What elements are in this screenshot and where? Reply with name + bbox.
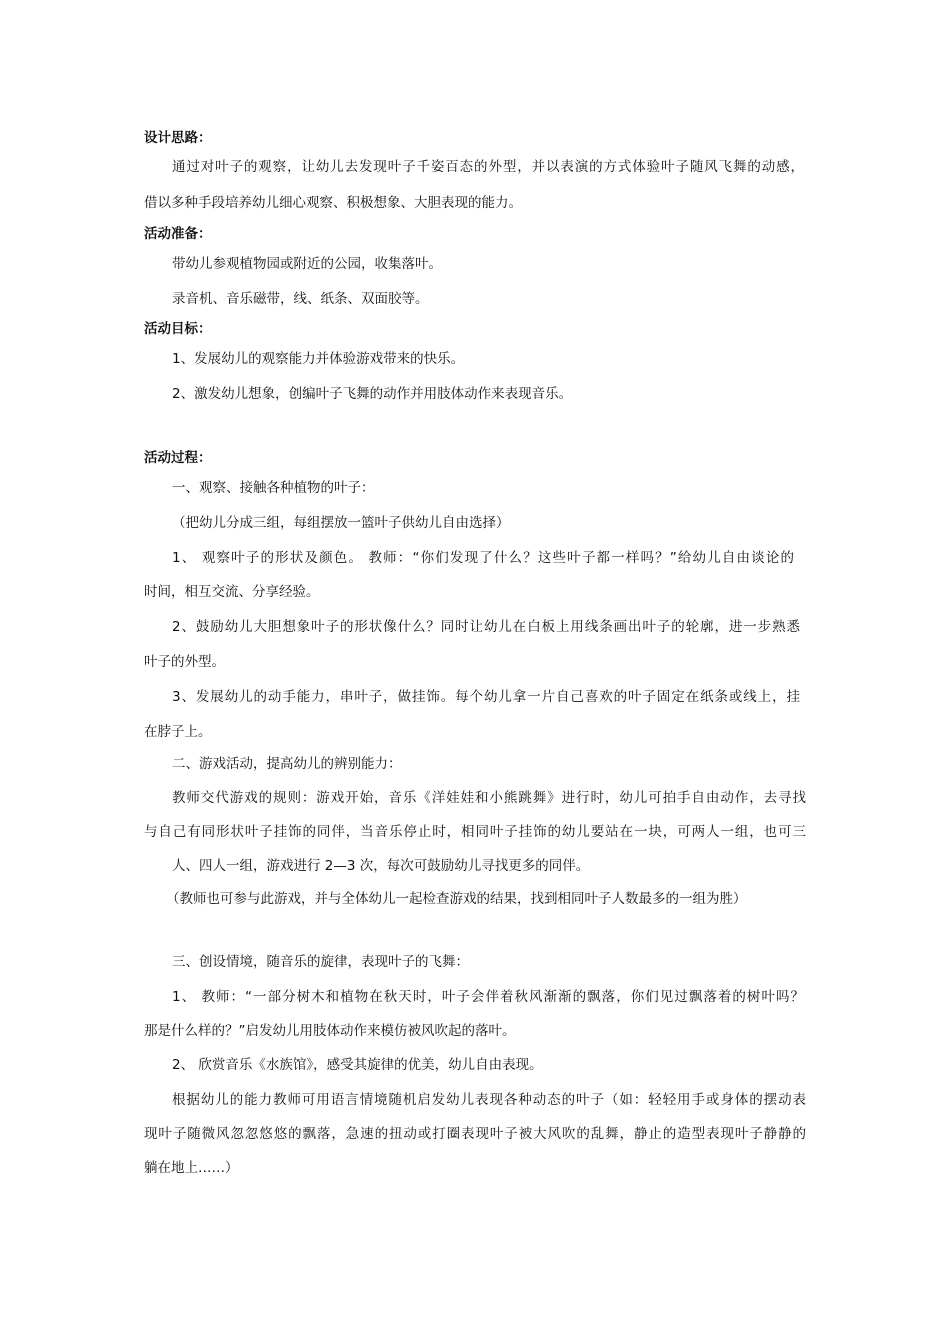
design-heading: 设计思路：: [144, 130, 212, 146]
rules-line: 与自己有同形状叶子挂饰的同伴，当音乐停止时，相同叶子挂饰的幼儿要站在一块，可两人一组，也可三: [144, 824, 806, 840]
section-title: 三、创设情境，随音乐的旋律，表现叶子的飞舞：: [172, 954, 469, 970]
rules-line: 教师交代游戏的规则：游戏开始，音乐《洋娃娃和小熊跳舞》进行时，幼儿可拍手自由动作，去寻找: [172, 790, 806, 806]
prep-item: 录音机、音乐磁带，线、纸条、双面胶等。: [172, 291, 429, 307]
paragraph-line: 躺在地上……）: [144, 1160, 239, 1176]
section-note: （教师也可参与此游戏，并与全体幼儿一起检查游戏的结果，找到相同叶子人数最多的一组为胜）: [166, 891, 747, 907]
step-line: 时间，相互交流、分享经验。: [144, 584, 320, 600]
prep-item: 带幼儿参观植物园或附近的公园，收集落叶。: [172, 256, 442, 272]
goal-heading: 活动目标：: [144, 321, 212, 337]
prep-heading: 活动准备：: [144, 226, 212, 242]
step-line: 1、 观察叶子的形状及颜色。 教师：“你们发现了什么？这些叶子都一样吗？”给幼儿自由谈论的: [172, 550, 794, 566]
process-heading: 活动过程：: [144, 450, 212, 466]
step-line: 2、鼓励幼儿大胆想象叶子的形状像什么？同时让幼儿在白板上用线条画出叶子的轮廓，进一步熟悉: [172, 619, 800, 635]
design-paragraph-line: 借以多种手段培养幼儿细心观察、积极想象、大胆表现的能力。: [144, 195, 522, 211]
paragraph-line: 根据幼儿的能力教师可用语言情境随机启发幼儿表现各种动态的叶子（如：轻轻用手或身体的摆动表: [172, 1092, 806, 1108]
step-line: 1、 教师：“一部分树木和植物在秋天时，叶子会伴着秋风渐渐的飘落，你们见过飘落着的树叶吗？: [172, 989, 804, 1005]
section-title: 一、观察、接触各种植物的叶子：: [172, 480, 375, 496]
paragraph-line: 现叶子随微风忽忽悠悠的飘落，急速的扭动或打圈表现叶子被大风吹的乱舞，静止的造型表现叶子静静的: [144, 1126, 806, 1142]
step-line: 那是什么样的？”启发幼儿用肢体动作来模仿被风吹起的落叶。: [144, 1023, 516, 1039]
design-paragraph-line: 通过对叶子的观察，让幼儿去发现叶子千姿百态的外型，并以表演的方式体验叶子随风飞舞的动感，: [172, 159, 804, 175]
rules-line: 人、四人一组，游戏进行 2—3 次，每次可鼓励幼儿寻找更多的同伴。: [172, 858, 590, 874]
step-line: 3、发展幼儿的动手能力，串叶子，做挂饰。每个幼儿拿一片自己喜欢的叶子固定在纸条或线上，挂: [172, 689, 800, 705]
step-line: 2、 欣赏音乐《水族馆》，感受其旋律的优美，幼儿自由表现。: [172, 1057, 543, 1073]
section-title: 二、游戏活动，提高幼儿的辨别能力：: [172, 756, 402, 772]
section-note: （把幼儿分成三组，每组摆放一篮叶子供幼儿自由选择）: [172, 515, 510, 531]
step-line: 叶子的外型。: [144, 654, 225, 670]
goal-item: 1、发展幼儿的观察能力并体验游戏带来的快乐。: [172, 351, 465, 367]
step-line: 在脖子上。: [144, 724, 212, 740]
goal-item: 2、激发幼儿想象，创编叶子飞舞的动作并用肢体动作来表现音乐。: [172, 386, 573, 402]
